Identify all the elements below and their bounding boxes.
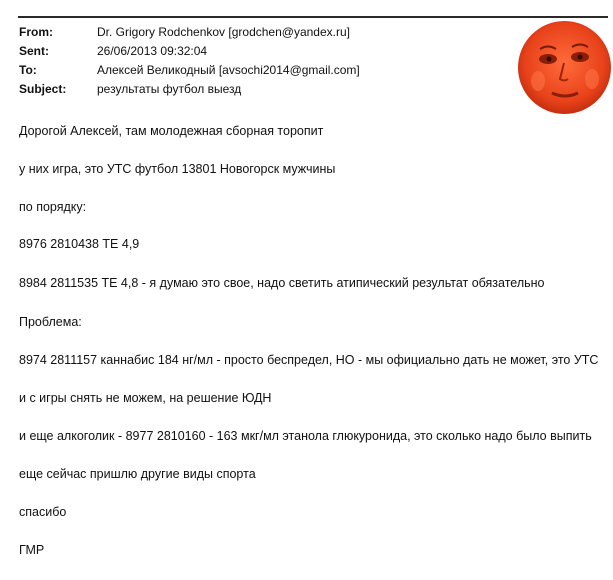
subject-value: результаты футбол выезд <box>97 81 242 96</box>
to-label: To: <box>19 62 37 77</box>
body-line: 8976 2810438 ТЕ 4,9 <box>19 237 140 251</box>
sent-value: 26/06/2013 09:32:04 <box>97 43 208 58</box>
signature: ГМР <box>19 543 45 557</box>
header-divider <box>18 16 608 18</box>
to-row <box>19 60 499 79</box>
body-line: по порядку: <box>19 200 87 214</box>
body-line: 8974 2811157 каннабис 184 нг/мл - просто беспредел, НО - мы официально дать не может, это УТС <box>19 353 599 367</box>
body-line: и еще алкоголик - 8977 2810160 - 163 мкг/мл этанола глюкуронида, это сколько надо было выпить <box>19 429 592 443</box>
body-line: Дорогой Алексей, там молодежная сборная торопит <box>19 124 324 138</box>
subject-row <box>19 79 499 98</box>
body-line: у них игра, это УТС футбол 13801 Новогорск мужчины <box>19 162 336 176</box>
body-line: еще сейчас пришлю другие виды спорта <box>19 467 256 481</box>
from-row <box>19 22 499 41</box>
subject-label: Subject: <box>19 81 67 96</box>
body-line: спасибо <box>19 505 67 519</box>
to-value[interactable]: Алексей Великодный [avsochi2014@gmail.com] <box>97 62 360 77</box>
body-line: Проблема: <box>19 315 82 329</box>
from-label: From: <box>19 24 53 39</box>
from-value[interactable]: Dr. Grigory Rodchenkov [grodchen@yandex.ru] <box>97 24 350 39</box>
sent-label: Sent: <box>19 43 49 58</box>
sent-row <box>19 41 499 60</box>
email-header <box>19 22 499 98</box>
sender-avatar-photo-icon <box>518 21 611 114</box>
sender-avatar <box>518 21 611 114</box>
body-line: 8984 2811535 ТЕ 4,8 - я думаю это свое, надо светить атипический результат обязательно <box>19 276 545 290</box>
body-line: и с игры снять не можем, на решение ЮДН <box>19 391 272 405</box>
